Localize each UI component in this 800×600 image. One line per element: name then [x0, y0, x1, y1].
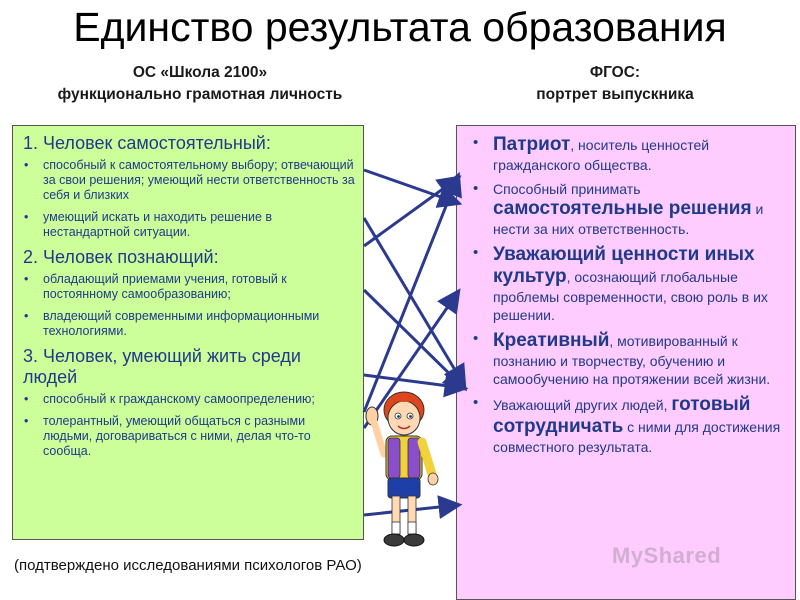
item-highlight: Уважающий ценности иных культур — [493, 244, 755, 287]
list-item-creative — [469, 330, 785, 388]
list-item-respect-cultures — [469, 244, 785, 324]
item-highlight: Патриот — [493, 134, 571, 155]
item-pre: Способный принимать — [493, 181, 641, 197]
list-item: • обладающий приемами учения, готовый к постоянному самообразованию; — [21, 272, 355, 302]
right-header-line2: портрет выпускника — [536, 86, 694, 103]
section-list-social — [21, 392, 355, 459]
item-post: , мотивированный к познанию и творчеству, обучению и самообучению на протяжении всей жизни. — [493, 333, 771, 387]
left-header-line1: ОС «Школа 2100» — [132, 64, 268, 81]
research-note: (подтверждено исследованиями психологов РАО) — [14, 557, 362, 574]
list-item-patriot — [469, 134, 785, 174]
left-header-line2: функционально грамотная личность — [57, 86, 343, 103]
section-title-social: 3. Человек, умеющий жить среди людей — [23, 346, 301, 387]
graduate-portrait-list — [469, 134, 785, 456]
left-panel-school-2100 — [12, 125, 364, 540]
section-list-independent — [21, 158, 355, 240]
item-post: , носитель ценностей гражданского общества. — [493, 137, 710, 173]
arrow-social-to-patriot — [364, 176, 458, 412]
arrow-independent-to-decisions — [364, 170, 458, 203]
slide-title: Единство результата образования — [73, 4, 727, 50]
item-highlight: готовый сотрудничать — [493, 394, 751, 437]
item-highlight: Креативный — [493, 330, 610, 351]
right-panel-fgos-portrait — [456, 125, 796, 600]
item-post: и нести за них ответственность. — [493, 201, 764, 237]
section-list-learning — [21, 272, 355, 339]
list-item-cooperate — [469, 394, 785, 456]
right-column-header — [450, 62, 780, 106]
item-pre: Уважающий других людей, — [493, 397, 672, 413]
list-item: • толерантный, умеющий общаться с разными людьми, договариваться с ними, делая что-то сообща. — [21, 414, 355, 459]
list-item: • владеющий современными информационными технологиями. — [21, 309, 355, 339]
list-item: • способный к самостоятельному выбору; отвечающий за свои решения; умеющий нести ответственность за себя и близких — [21, 158, 355, 203]
list-item: • способный к гражданскому самоопределению; — [21, 392, 355, 407]
section-title-independent: 1. Человек самостоятельный: — [23, 133, 271, 153]
arrow-independent-to-respect — [364, 218, 464, 385]
list-item: • умеющий искать и находить решение в нестандартной ситуации. — [21, 210, 355, 240]
watermark-logo: MyShared — [612, 543, 722, 568]
section-title-learning: 2. Человек познающий: — [23, 247, 219, 267]
item-post: с ними для достижения совместного результата. — [493, 419, 781, 455]
item-highlight: самостоятельные решения — [493, 198, 752, 219]
schoolboy-illustration-icon — [358, 382, 450, 560]
left-column-header — [0, 62, 400, 106]
arrow-learning-to-decisions — [364, 178, 458, 246]
list-item-independent-decisions — [469, 180, 785, 238]
item-post: , осознающий глобальные проблемы современности, свою роль в их решении. — [493, 269, 768, 323]
right-header-line1: ФГОС: — [589, 64, 641, 81]
arrow-learning-to-creative — [364, 290, 464, 388]
